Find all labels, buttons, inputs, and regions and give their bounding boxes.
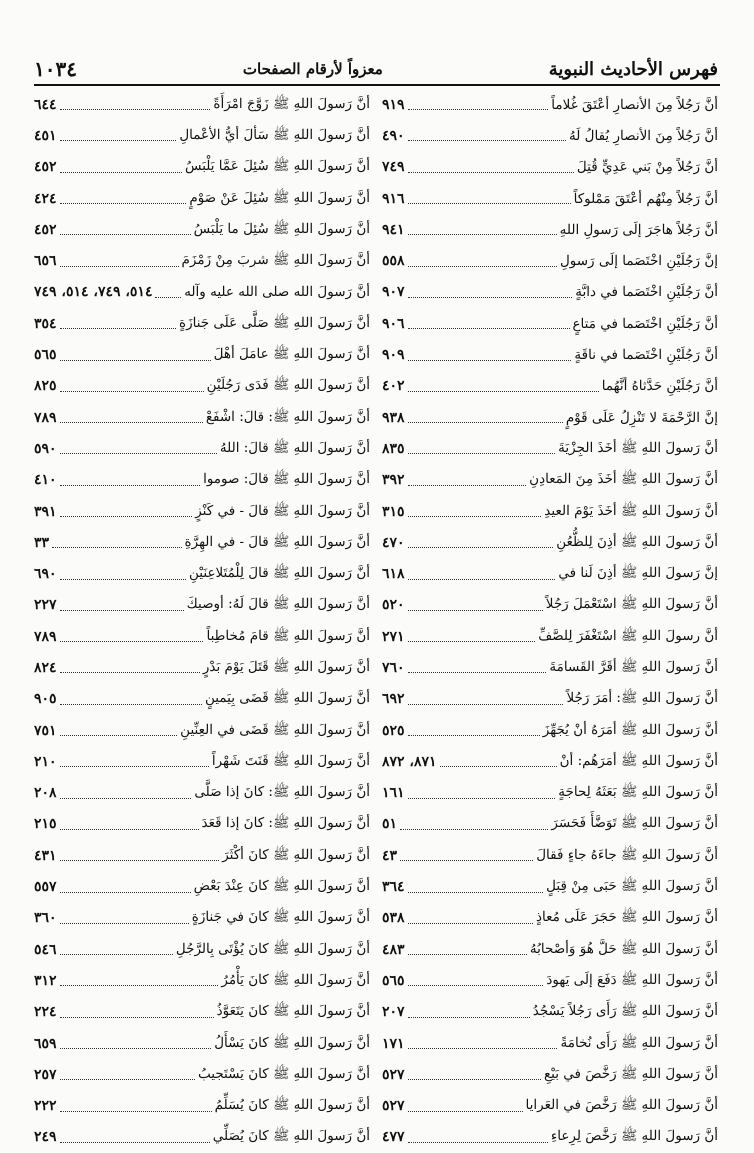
hadith-incipit: أنَّ رَسولَ اللهِ ﷺ كانَ يَسْتَجيبُ: [198, 1065, 370, 1082]
hadith-incipit: أنَّ رَسولَ اللهِ ﷺ قالَ: اللهُ: [219, 439, 370, 456]
hadith-incipit: أنَّ رَسولَ الله صلى الله عليه وآله: [184, 284, 370, 301]
hadith-incipit: أنَّ رَسولَ اللهِ ﷺ كانَ في جَنازَةٍ: [191, 909, 370, 926]
page-reference: ٢٢٢: [34, 1098, 57, 1115]
leader-dots: [60, 860, 220, 861]
leader-dots: [60, 1142, 210, 1143]
leader-dots: [60, 923, 189, 924]
index-entry: [34, 778, 370, 809]
index-entry: [382, 746, 718, 777]
page-reference: ٥٢٧: [382, 1066, 405, 1083]
leader-dots: [60, 766, 209, 767]
hadith-incipit: أنَّ رَسولَ اللهِ ﷺ سَألَ أيُّ الأعْمالِ: [179, 126, 370, 143]
hadith-incipit: أنَّ رَجُلَيْنِ اخْتَصَما في دابَّةٍ: [575, 284, 718, 301]
hadith-incipit: أنَّ رَسولَ اللهِ ﷺ كانَ عِنْدَ بَعْضِ: [193, 878, 370, 895]
page-header: [34, 54, 718, 84]
index-entry: [34, 496, 370, 527]
leader-dots: [60, 1079, 195, 1080]
hadith-incipit: أنَّ رَجُلَيْنِ اخْتَصَما في مَتاعٍ: [572, 315, 718, 332]
hadith-incipit: أنَّ رَسولَ اللهِ ﷺ كانَ يَأْمُرُ: [221, 971, 370, 988]
leader-dots: [408, 485, 527, 486]
leader-dots: [408, 453, 556, 454]
hadith-incipit: أنَّ رَسولَ اللهِ ﷺ: أمَرَ رَجُلاً: [566, 690, 718, 707]
index-entry: [34, 684, 370, 715]
hadith-incipit: أنَّ رَسولَ اللهِ ﷺ عامَلَ أهْلَ: [213, 346, 370, 363]
page-reference: ٥٥٧: [34, 879, 57, 896]
index-entry: [34, 152, 370, 183]
page-reference: ٣١٥: [382, 503, 405, 520]
index-entry: [382, 1059, 718, 1090]
page-reference: ٤٣١: [34, 847, 57, 864]
index-entry: [34, 746, 370, 777]
leader-dots: [60, 485, 201, 486]
page-reference: ٨٢٤: [34, 659, 57, 676]
leader-dots: [408, 1017, 530, 1018]
hadith-incipit: أنَّ رَسولَ اللهِ ﷺ كانَ يَسْأَلُ: [214, 1034, 370, 1051]
page-reference: ٩٤١: [382, 221, 405, 238]
leader-dots: [60, 610, 184, 611]
leader-dots: [60, 453, 217, 454]
hadith-incipit: أنَّ رَسولَ اللهِ ﷺ قالَ - في الهِرَّةِ: [184, 533, 370, 550]
hadith-incipit: أنَّ رَسولَ اللهِ ﷺ أذِنَ لِلظُّعُنِ: [556, 533, 718, 550]
hadith-incipit: أنَّ رَسولَ اللهِ ﷺ قالَ - في كَنْزٍ: [195, 502, 370, 519]
page-reference: ٣٦٤: [382, 879, 405, 896]
page-title: فهرس الأحاديث النبوية: [548, 58, 718, 80]
page-reference: ٤٥٢: [34, 159, 57, 176]
index-entry: [34, 1122, 370, 1153]
page-reference: ٢١٠: [34, 753, 57, 770]
leader-dots: [408, 140, 566, 141]
index-entry: [382, 840, 718, 871]
page-reference: ٦٥٦: [34, 253, 57, 270]
hadith-incipit: أنَّ رَسولَ اللهِ ﷺ قَتَلَ يَوْمَ بَدْرٍ: [202, 658, 370, 675]
index-entry: [382, 1091, 718, 1122]
page-reference: ٧٤٩: [382, 159, 405, 176]
index-entry: [34, 558, 370, 589]
hadith-incipit: إنَّ الرَّحْمَةَ لا تَنْزِلُ عَلَى قَوْمٍ: [565, 409, 718, 426]
leader-dots: [408, 328, 570, 329]
index-entry: [382, 778, 718, 809]
page-reference: ٥٢٥: [382, 722, 405, 739]
index-entry: [382, 871, 718, 902]
page-reference: ٣٥٤: [34, 315, 57, 332]
hadith-incipit: إنَّ رَجُلَيْنِ اخْتَصَما إلَى رَسولِ: [559, 253, 718, 270]
leader-dots: [60, 234, 191, 235]
index-entry: [34, 621, 370, 652]
leader-dots: [60, 1111, 212, 1112]
hadith-incipit: أنَّ رَسولَ اللهِ ﷺ زَوَّجَ امْرَأَةً: [213, 95, 370, 112]
hadith-incipit: أنَّ رَجُلاً مِنْ بَني عَدِيٍّ قُتِلَ: [576, 159, 718, 176]
leader-dots: [408, 422, 563, 423]
index-entry: [382, 183, 718, 214]
leader-dots: [60, 172, 182, 173]
index-entry: [34, 339, 370, 370]
hadith-incipit: أنَّ رَجُلَيْنِ اخْتَصَما في ناقَةٍ: [574, 347, 718, 364]
hadith-incipit: أنَّ رَجُلاً مِنَ الأنصارِ أعْتَقَ غُلاماً: [551, 96, 718, 113]
leader-dots: [408, 892, 544, 893]
index-entry: [382, 684, 718, 715]
index-entry: [34, 308, 370, 339]
right-column: [382, 89, 718, 1153]
index-entry: [34, 214, 370, 245]
hadith-incipit: أنَّ رَجُلاً مِنَ الأنصارِ يُقالُ لَهُ: [569, 127, 718, 144]
hadith-incipit: أنَّ رسولَ اللهِ ﷺ اسْتَغْفَرَ لِلصَّفِّ: [538, 627, 718, 644]
page-reference: ٧٨٩: [34, 409, 57, 426]
page-reference: ٤٧٧: [382, 1129, 405, 1146]
index-entry: [382, 590, 718, 621]
index-entry: [382, 965, 718, 996]
page-reference: ٤٩٠: [382, 127, 405, 144]
index-entry: [34, 1059, 370, 1090]
hadith-incipit: أنَّ رَجُلَيْنِ حَدَّثاهُ أنَّهُما: [601, 378, 718, 395]
leader-dots: [408, 954, 527, 955]
leader-dots: [408, 923, 533, 924]
index-entry: [382, 496, 718, 527]
page-reference: ٤١٠: [34, 472, 57, 489]
hadith-incipit: أنَّ رَسولَ اللهِ ﷺ قالَ لَهُ: أوصيكَ: [186, 596, 370, 613]
page-reference: ٢٤٩: [34, 1129, 57, 1146]
index-entry: [34, 371, 370, 402]
hadith-incipit: أنَّ رَسولَ اللهِ ﷺ رَخَّصَ في العَرايا: [525, 1097, 718, 1114]
leader-dots: [408, 641, 536, 642]
index-entry: [34, 1028, 370, 1059]
index-entry: [382, 1028, 718, 1059]
hadith-incipit: أنَّ رَسولَ اللهِ ﷺ فَدَى رَجُلَيْنِ: [206, 377, 370, 394]
page-reference: ٦٩٠: [34, 566, 57, 583]
hadith-incipit: أنَّ رَسولَ اللهِ ﷺ قَضَى بِيَمينٍ: [204, 690, 370, 707]
page-reference: ٧٨٩: [34, 628, 57, 645]
leader-dots: [408, 672, 547, 673]
leader-dots: [60, 516, 193, 517]
index-entry: [34, 527, 370, 558]
hadith-incipit: أنَّ رَسولَ اللهِ ﷺ حَبَى مِنْ قِبَلٍ: [546, 878, 718, 895]
index-entry: [382, 527, 718, 558]
leader-dots: [60, 266, 179, 267]
leader-dots: [408, 735, 540, 736]
page-subtitle: معزواً لأرقام الصفحات: [242, 60, 383, 78]
leader-dots: [408, 1111, 523, 1112]
hadith-incipit: أنَّ رَسولَ اللهِ ﷺ أخَذَ مِنَ المَعادِنِ: [529, 471, 718, 488]
page-reference: ٥٥٨: [382, 253, 405, 270]
page-reference: ٥١٤، ٧٤٩، ٥١٤، ٧٤٩: [34, 284, 153, 301]
hadith-incipit: أنَّ رَسولَ اللهِ ﷺ كانَ أكْثَرَ: [222, 846, 370, 863]
leader-dots: [60, 360, 211, 361]
leader-dots: [408, 172, 574, 173]
hadith-incipit: أنَّ رَسولَ اللهِ ﷺ قالَ لِلْمُتَلاعِنَيْنِ: [189, 565, 370, 582]
page-reference: ٥٤٦: [34, 941, 57, 958]
hadith-incipit: أنَّ رَسولَ اللهِ ﷺ اسْتَعْمَلَ رَجُلاً: [545, 596, 718, 613]
index-entry: [34, 1091, 370, 1122]
page-reference: ١٦١: [382, 785, 405, 802]
hadith-incipit: أنَّ رَسولَ اللهِ ﷺ كانَ يُسَلِّمُ: [214, 1097, 370, 1114]
page-reference: ٢٧١: [382, 628, 405, 645]
page-reference: ٩٠٧: [382, 284, 405, 301]
page-reference: ٣٩٢: [382, 472, 405, 489]
index-entry: [382, 152, 718, 183]
page-reference: ٤٥١: [34, 127, 57, 144]
page-reference: ٥٩٠: [34, 440, 57, 457]
hadith-incipit: أنَّ رَسولَ اللهِ ﷺ رَأَى رَجُلاً يَسْجُدُ: [532, 1003, 718, 1020]
hadith-incipit: أنَّ رَسولَ اللهِ ﷺ رَخَّصَ في بَيْعِ: [543, 1065, 718, 1082]
leader-dots: [408, 547, 554, 548]
page-reference: ٢١٥: [34, 816, 57, 833]
page-reference: ٢٠٨: [34, 785, 57, 802]
leader-dots: [60, 1048, 212, 1049]
page-reference: ٤٥٢: [34, 221, 57, 238]
leader-dots: [408, 297, 573, 298]
leader-dots: [408, 391, 599, 392]
leader-dots: [60, 1017, 214, 1018]
index-entry: [382, 903, 718, 934]
hadith-incipit: أنَّ رَسولَ اللهِ ﷺ قَضَى في العِنِّينِ: [180, 721, 370, 738]
hadith-incipit: أنَّ رَسولَ اللهِ ﷺ صَلَّى عَلَى جَنازَةٍ: [179, 314, 370, 331]
page-reference: ٥٦٥: [34, 347, 57, 364]
index-entry: [34, 120, 370, 151]
index-entry: [34, 840, 370, 871]
index-entry: [382, 277, 718, 308]
leader-dots: [60, 985, 219, 986]
page-reference: ٩١٩: [382, 96, 405, 113]
leader-dots: [60, 672, 200, 673]
index-entry: [34, 402, 370, 433]
page-reference: ٢٢٤: [34, 1004, 57, 1021]
header-rule: [34, 84, 720, 86]
page-reference: ٣٣: [34, 534, 50, 551]
hadith-incipit: أنَّ رَسولَ اللهِ ﷺ بَعَثَهُ لِحاجَةٍ: [558, 784, 718, 801]
leader-dots: [60, 892, 191, 893]
index-entry: [34, 277, 370, 308]
page-number: ١٠٣٤: [34, 57, 77, 81]
page-reference: ٩٠٩: [382, 347, 405, 364]
hadith-incipit: أنَّ رَسولَ اللهِ ﷺ كانَ يُصَلِّي: [212, 1128, 370, 1145]
hadith-incipit: أنَّ رَسولَ اللهِ ﷺ قالَ: صوموا: [203, 471, 370, 488]
index-entry: [382, 339, 718, 370]
index-entry: [34, 715, 370, 746]
index-entry: [382, 715, 718, 746]
page-reference: ٣١٢: [34, 972, 57, 989]
hadith-incipit: أنَّ رَسولَ اللهِ ﷺ رَأَى نُخامَةً: [560, 1034, 718, 1051]
hadith-incipit: أنَّ رَسولَ اللهِ ﷺ قَنَتَ شَهْراً: [211, 752, 370, 769]
leader-dots: [408, 579, 556, 580]
index-entry: [34, 183, 370, 214]
page-reference: ٢٥٧: [34, 1066, 57, 1083]
hadith-incipit: أنَّ رَسولَ اللهِ ﷺ سُئِلَ عَنْ صَوْمٍ: [189, 189, 370, 206]
leader-dots: [60, 829, 199, 830]
hadith-incipit: أنَّ رَسولَ اللهِ ﷺ: كانَ إذا قَعَدَ: [201, 815, 370, 832]
leader-dots: [408, 203, 571, 204]
index-entry: [382, 89, 718, 120]
leader-dots: [60, 422, 203, 423]
page-reference: ٩٣٨: [382, 409, 405, 426]
hadith-incipit: أنَّ رَسولَ اللهِ ﷺ سُئِلَ عَمَّا يَلْبَسُ: [185, 158, 370, 175]
hadith-incipit: أنَّ رَسولَ اللهِ ﷺ دَفَعَ إلَى يَهودَ: [546, 971, 718, 988]
left-column: [34, 89, 370, 1153]
index-entry: [34, 245, 370, 276]
leader-dots: [60, 704, 202, 705]
hadith-incipit: أنَّ رَسولَ اللهِ ﷺ حَلَّ هُوَ وَأصْحابُهُ: [529, 940, 718, 957]
page-reference: ٤٢٤: [34, 190, 57, 207]
hadith-incipit: أنَّ رَسولَ اللهِ ﷺ كانَ يَتَعَوَّذُ: [216, 1003, 370, 1020]
page-reference: ٣٦٠: [34, 910, 57, 927]
hadith-incipit: أنَّ رَسولَ اللهِ ﷺ أمَرَهُم: أنْ: [559, 752, 718, 769]
index-entry: [382, 245, 718, 276]
page-reference: ٥٢٧: [382, 1098, 405, 1115]
leader-dots: [408, 1142, 548, 1143]
hadith-incipit: أنَّ رَسولَ اللهِ ﷺ أخَذَ الجِزْيَةَ: [558, 439, 718, 456]
page-reference: ٦٩٢: [382, 691, 405, 708]
hadith-incipit: أنَّ رَسولَ اللهِ ﷺ حَجَرَ عَلَى مُعاذٍ: [535, 909, 718, 926]
page-reference: ٥١: [382, 816, 398, 833]
index-entry: [34, 903, 370, 934]
hadith-incipit: أنَّ رَسولَ اللهِ ﷺ: قالَ: اشْفَعْ: [205, 408, 370, 425]
page-reference: ٢٠٧: [382, 1004, 405, 1021]
hadith-incipit: أنَّ رَسولَ اللهِ ﷺ رَخَّصَ لِرِعاءِ: [550, 1128, 718, 1145]
index-entry: [382, 997, 718, 1028]
leader-dots: [408, 234, 557, 235]
page-reference: ٨٢٥: [34, 378, 57, 395]
page-reference: ٨٧١، ٨٧٢: [382, 753, 437, 770]
page-reference: ٦٤٤: [34, 96, 57, 113]
page-reference: ٩٠٦: [382, 315, 405, 332]
leader-dots: [408, 1079, 541, 1080]
leader-dots: [440, 766, 557, 767]
leader-dots: [52, 547, 182, 548]
page-reference: ٢٢٧: [34, 597, 57, 614]
page-reference: ٣٩١: [34, 503, 57, 520]
page-reference: ١٧١: [382, 1035, 405, 1052]
index-entry: [382, 371, 718, 402]
leader-dots: [60, 735, 178, 736]
leader-dots: [60, 203, 187, 204]
leader-dots: [408, 266, 557, 267]
leader-dots: [60, 579, 186, 580]
hadith-incipit: أنَّ رَسولَ اللهِ ﷺ تَوَضَّأَ فَحَسَرَ: [551, 815, 718, 832]
leader-dots: [408, 360, 572, 361]
index-entry: [382, 558, 718, 589]
hadith-incipit: إنَّ رَسولَ اللهِ ﷺ أذِنَ لَنا في: [558, 565, 718, 582]
index-entry: [34, 89, 370, 120]
leader-dots: [408, 985, 544, 986]
hadith-incipit: أنَّ رَسولَ اللهِ ﷺ شربَ مِنْ زَمْزَمَ: [181, 252, 370, 269]
page-reference: ٧٦٠: [382, 659, 405, 676]
index-entry: [34, 997, 370, 1028]
leader-dots: [408, 109, 549, 110]
index-entry: [382, 934, 718, 965]
hadith-incipit: أنَّ رَسولَ اللهِ ﷺ سُئِلَ ما يَلْبَسُ: [193, 220, 370, 237]
index-entry: [34, 934, 370, 965]
index-entry: [382, 621, 718, 652]
leader-dots: [60, 109, 211, 110]
page-reference: ٥٢٠: [382, 597, 405, 614]
index-entry: [382, 308, 718, 339]
index-entry: [382, 809, 718, 840]
leader-dots: [60, 391, 204, 392]
page-reference: ٤٣: [382, 847, 398, 864]
leader-dots: [60, 140, 177, 141]
hadith-incipit: أنَّ رَسولَ اللهِ ﷺ قامَ مُخاطِباً: [206, 627, 370, 644]
page-reference: ٤٨٣: [382, 941, 405, 958]
page-reference: ٥٣٨: [382, 910, 405, 927]
page-reference: ٧٥١: [34, 722, 57, 739]
index-entry: [382, 1122, 718, 1153]
leader-dots: [155, 297, 181, 298]
index-entry: [34, 465, 370, 496]
page-reference: ٤٠٢: [382, 378, 405, 395]
index-entry: [34, 652, 370, 683]
page-reference: ٩١٦: [382, 190, 405, 207]
leader-dots: [60, 641, 204, 642]
hadith-incipit: أنَّ رَسولَ اللهِ ﷺ كانَ يُؤْتَى بِالرَّجُلِ: [175, 940, 370, 957]
page-reference: ٩٠٥: [34, 691, 57, 708]
leader-dots: [400, 829, 548, 830]
leader-dots: [60, 798, 192, 799]
leader-dots: [408, 798, 556, 799]
hadith-incipit: أنَّ رَسولَ اللهِ ﷺ أمَرَهُ أنْ يُجَهِّزَ: [542, 721, 718, 738]
page-reference: ٦١٨: [382, 566, 405, 583]
leader-dots: [408, 516, 542, 517]
hadith-incipit: أنَّ رَسولَ اللهِ ﷺ أخَذَ يَوْمَ العيدِ: [544, 502, 718, 519]
index-entry: [34, 965, 370, 996]
leader-dots: [60, 954, 173, 955]
hadith-incipit: أنَّ رَسولَ اللهِ ﷺ: كانَ إذا صَلَّى: [194, 784, 370, 801]
hadith-incipit: أنَّ رَجُلاً مِنْهُم أعْتَقَ مَمْلوكاً: [573, 190, 718, 207]
index-entry: [34, 590, 370, 621]
index-entry: [382, 465, 718, 496]
leader-dots: [400, 860, 533, 861]
hadith-incipit: أنَّ رَسولَ اللهِ ﷺ جاءَهُ جاءٍ فَقالَ: [536, 846, 718, 863]
index-entry: [382, 214, 718, 245]
index-entry: [34, 809, 370, 840]
index-entry: [382, 433, 718, 464]
index-entry: [34, 871, 370, 902]
leader-dots: [408, 704, 564, 705]
index-entry: [382, 402, 718, 433]
index-entry: [382, 652, 718, 683]
leader-dots: [408, 610, 543, 611]
index-entry: [34, 433, 370, 464]
hadith-incipit: أنَّ رَسولَ اللهِ ﷺ أقَرَّ القَسامَةَ: [549, 658, 718, 675]
page-reference: ٦٥٩: [34, 1035, 57, 1052]
leader-dots: [408, 1048, 558, 1049]
page-reference: ٨٣٥: [382, 440, 405, 457]
leader-dots: [60, 328, 176, 329]
page-reference: ٤٧٠: [382, 534, 405, 551]
index-entry: [382, 120, 718, 151]
page-reference: ٥٦٥: [382, 972, 405, 989]
hadith-incipit: أنَّ رَجُلاً هاجَرَ إلَى رَسولِ اللهِ: [559, 221, 718, 238]
